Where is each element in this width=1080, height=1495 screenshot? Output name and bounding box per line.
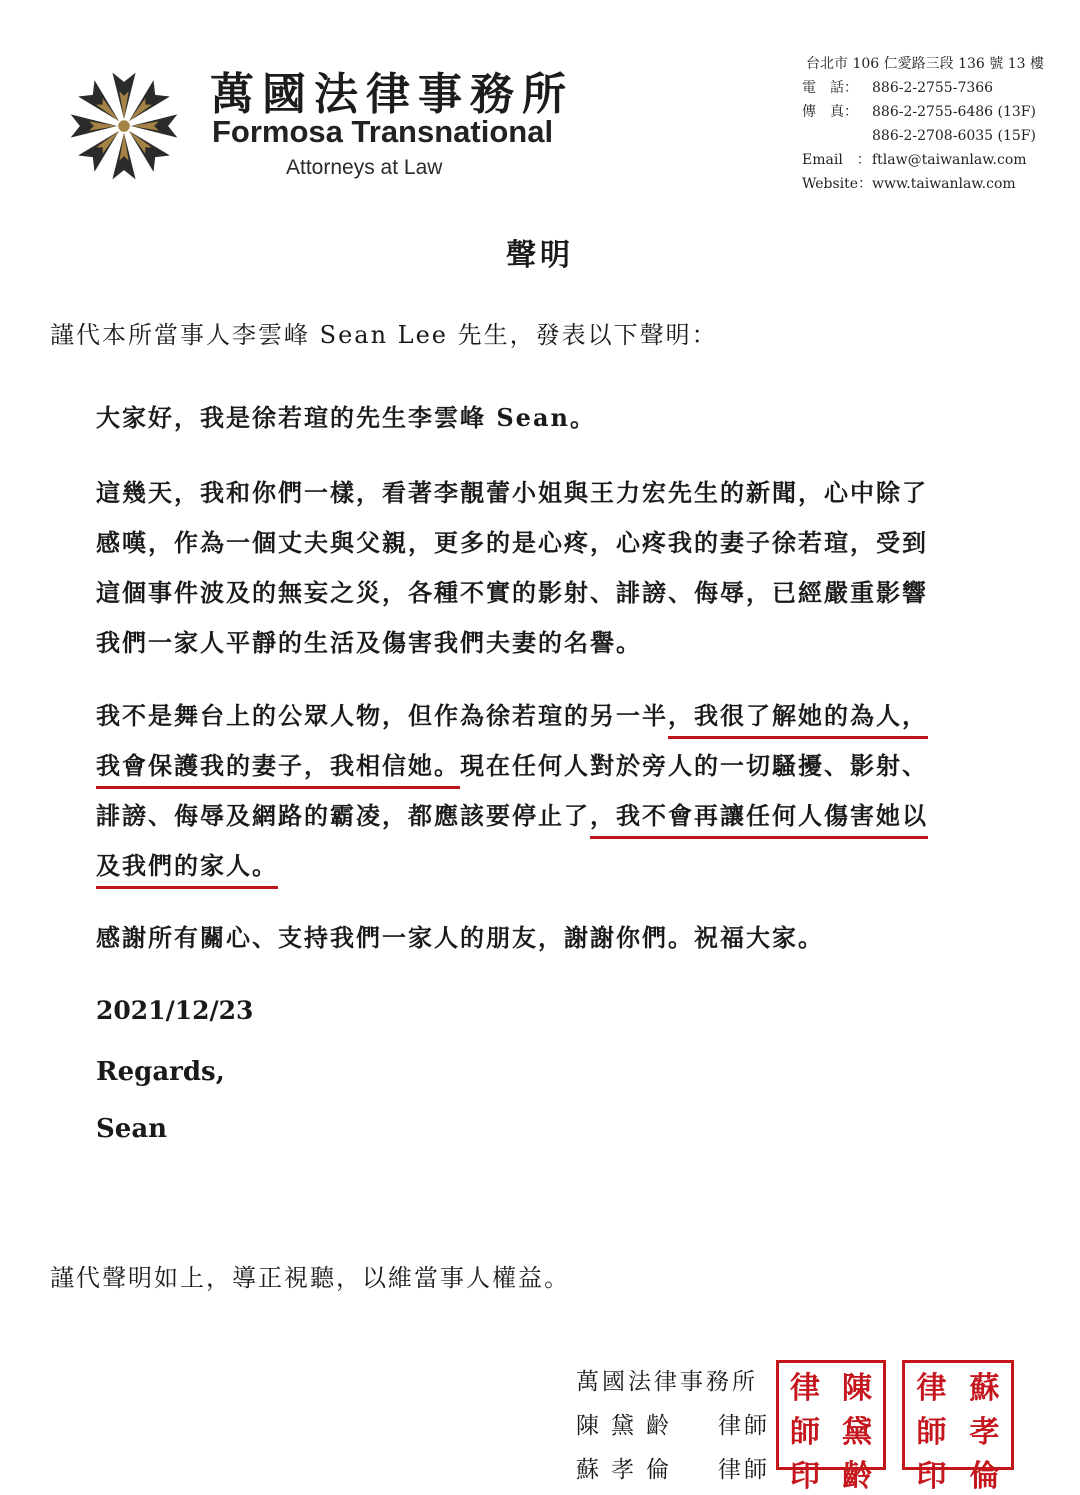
paragraph-greeting: 大家好，我是徐若瑄的先生李雲峰 Sean。 (96, 403, 596, 432)
paragraph-context (96, 468, 928, 668)
signatory-firm: 萬國法律事務所 (576, 1369, 758, 1395)
contact-block (802, 52, 1072, 196)
fax-row-2 (802, 124, 1072, 148)
intro-line: 謹代本所當事人李雲峰 Sean Lee 先生，發表以下聲明： (50, 321, 718, 349)
regards-line: Regards, (96, 1057, 225, 1087)
underlined-text: ，我很了解她的為人， (668, 701, 928, 730)
website-value: www.taiwanlaw.com (872, 176, 1016, 192)
firm-logo-icon (66, 68, 182, 184)
website-row (802, 172, 1072, 196)
plain-text: 我不是舞台上的公眾人物，但作為徐若瑄的另一半 (96, 701, 668, 730)
email-row (802, 148, 1072, 172)
website-label: Website： (802, 176, 873, 192)
tel-label: 電 話： (802, 80, 858, 96)
paragraph-line (96, 691, 928, 741)
paragraph-line: 這幾天，我和你們一樣，看著李靚蕾小姐與王力宏先生的新聞，心中除了 (96, 478, 928, 507)
email-label: Email ： (802, 152, 871, 168)
lawyer-name: 蘇孝倫 (576, 1457, 681, 1483)
paragraph-line (96, 741, 928, 791)
paragraph-line: 我們一家人平靜的生活及傷害我們夫妻的名譽。 (96, 628, 642, 657)
lawyer-seal-stamp-icon: 律 陳 師 黛 印 齡 (776, 1360, 886, 1470)
firm-name-english: Formosa Transnational (212, 114, 554, 149)
plain-text: 現在任何人對於旁人的一切騷擾、影射、 (460, 751, 928, 780)
lawyer-title: 律師 (718, 1413, 770, 1439)
paragraph-line: 感嘆，作為一個丈夫與父親，更多的是心疼，心疼我的妻子徐若瑄，受到 (96, 528, 928, 557)
underlined-text: 及我們的家人。 (96, 851, 278, 880)
paragraph-support (96, 691, 928, 891)
signature-name: Sean (96, 1114, 168, 1144)
firm-address: 台北市 106 仁愛路三段 136 號 13 樓 (806, 56, 1044, 72)
plain-text: 誹謗、侮辱及網路的霸凌，都應該要停止了 (96, 801, 590, 830)
fax-value-13f: 886-2-2755-6486 (13F) (872, 104, 1036, 120)
paragraph-line: 這個事件波及的無妄之災，各種不實的影射、誹謗、侮辱，已經嚴重影響 (96, 578, 928, 607)
lawyer-name: 陳黛齡 (576, 1413, 681, 1439)
fax-value-15f: 886-2-2708-6035 (15F) (872, 128, 1036, 144)
firm-subtitle: Attorneys at Law (286, 156, 443, 179)
signatory-lawyer-1 (576, 1404, 770, 1448)
tel-row (802, 76, 1072, 100)
paragraph-thanks: 感謝所有關心、支持我們一家人的朋友，謝謝你們。祝福大家。 (96, 923, 824, 952)
underlined-text: 我會保護我的妻子，我相信她。 (96, 751, 460, 780)
fax-label: 傳 真： (802, 104, 858, 120)
firm-name-chinese: 萬國法律事務所 (210, 69, 574, 120)
document-title: 聲明 (506, 238, 574, 273)
lawyer-seal-stamp-icon: 律 蘇 師 孝 印 倫 (902, 1360, 1014, 1470)
statement-date: 2021/12/23 (96, 996, 254, 1025)
paragraph-line (96, 791, 928, 841)
signature-block (576, 1360, 770, 1492)
paragraph-line (96, 841, 928, 891)
tel-value: 886-2-2755-7366 (872, 80, 994, 96)
fax-row (802, 100, 1072, 124)
signatory-lawyer-2 (576, 1448, 770, 1492)
underlined-text: ，我不會再讓任何人傷害她以 (590, 801, 928, 830)
lawyer-title: 律師 (718, 1457, 770, 1483)
email-value: ftlaw@taiwanlaw.com (872, 152, 1027, 168)
closing-line: 謹代聲明如上，導正視聽，以維當事人權益。 (50, 1264, 570, 1292)
